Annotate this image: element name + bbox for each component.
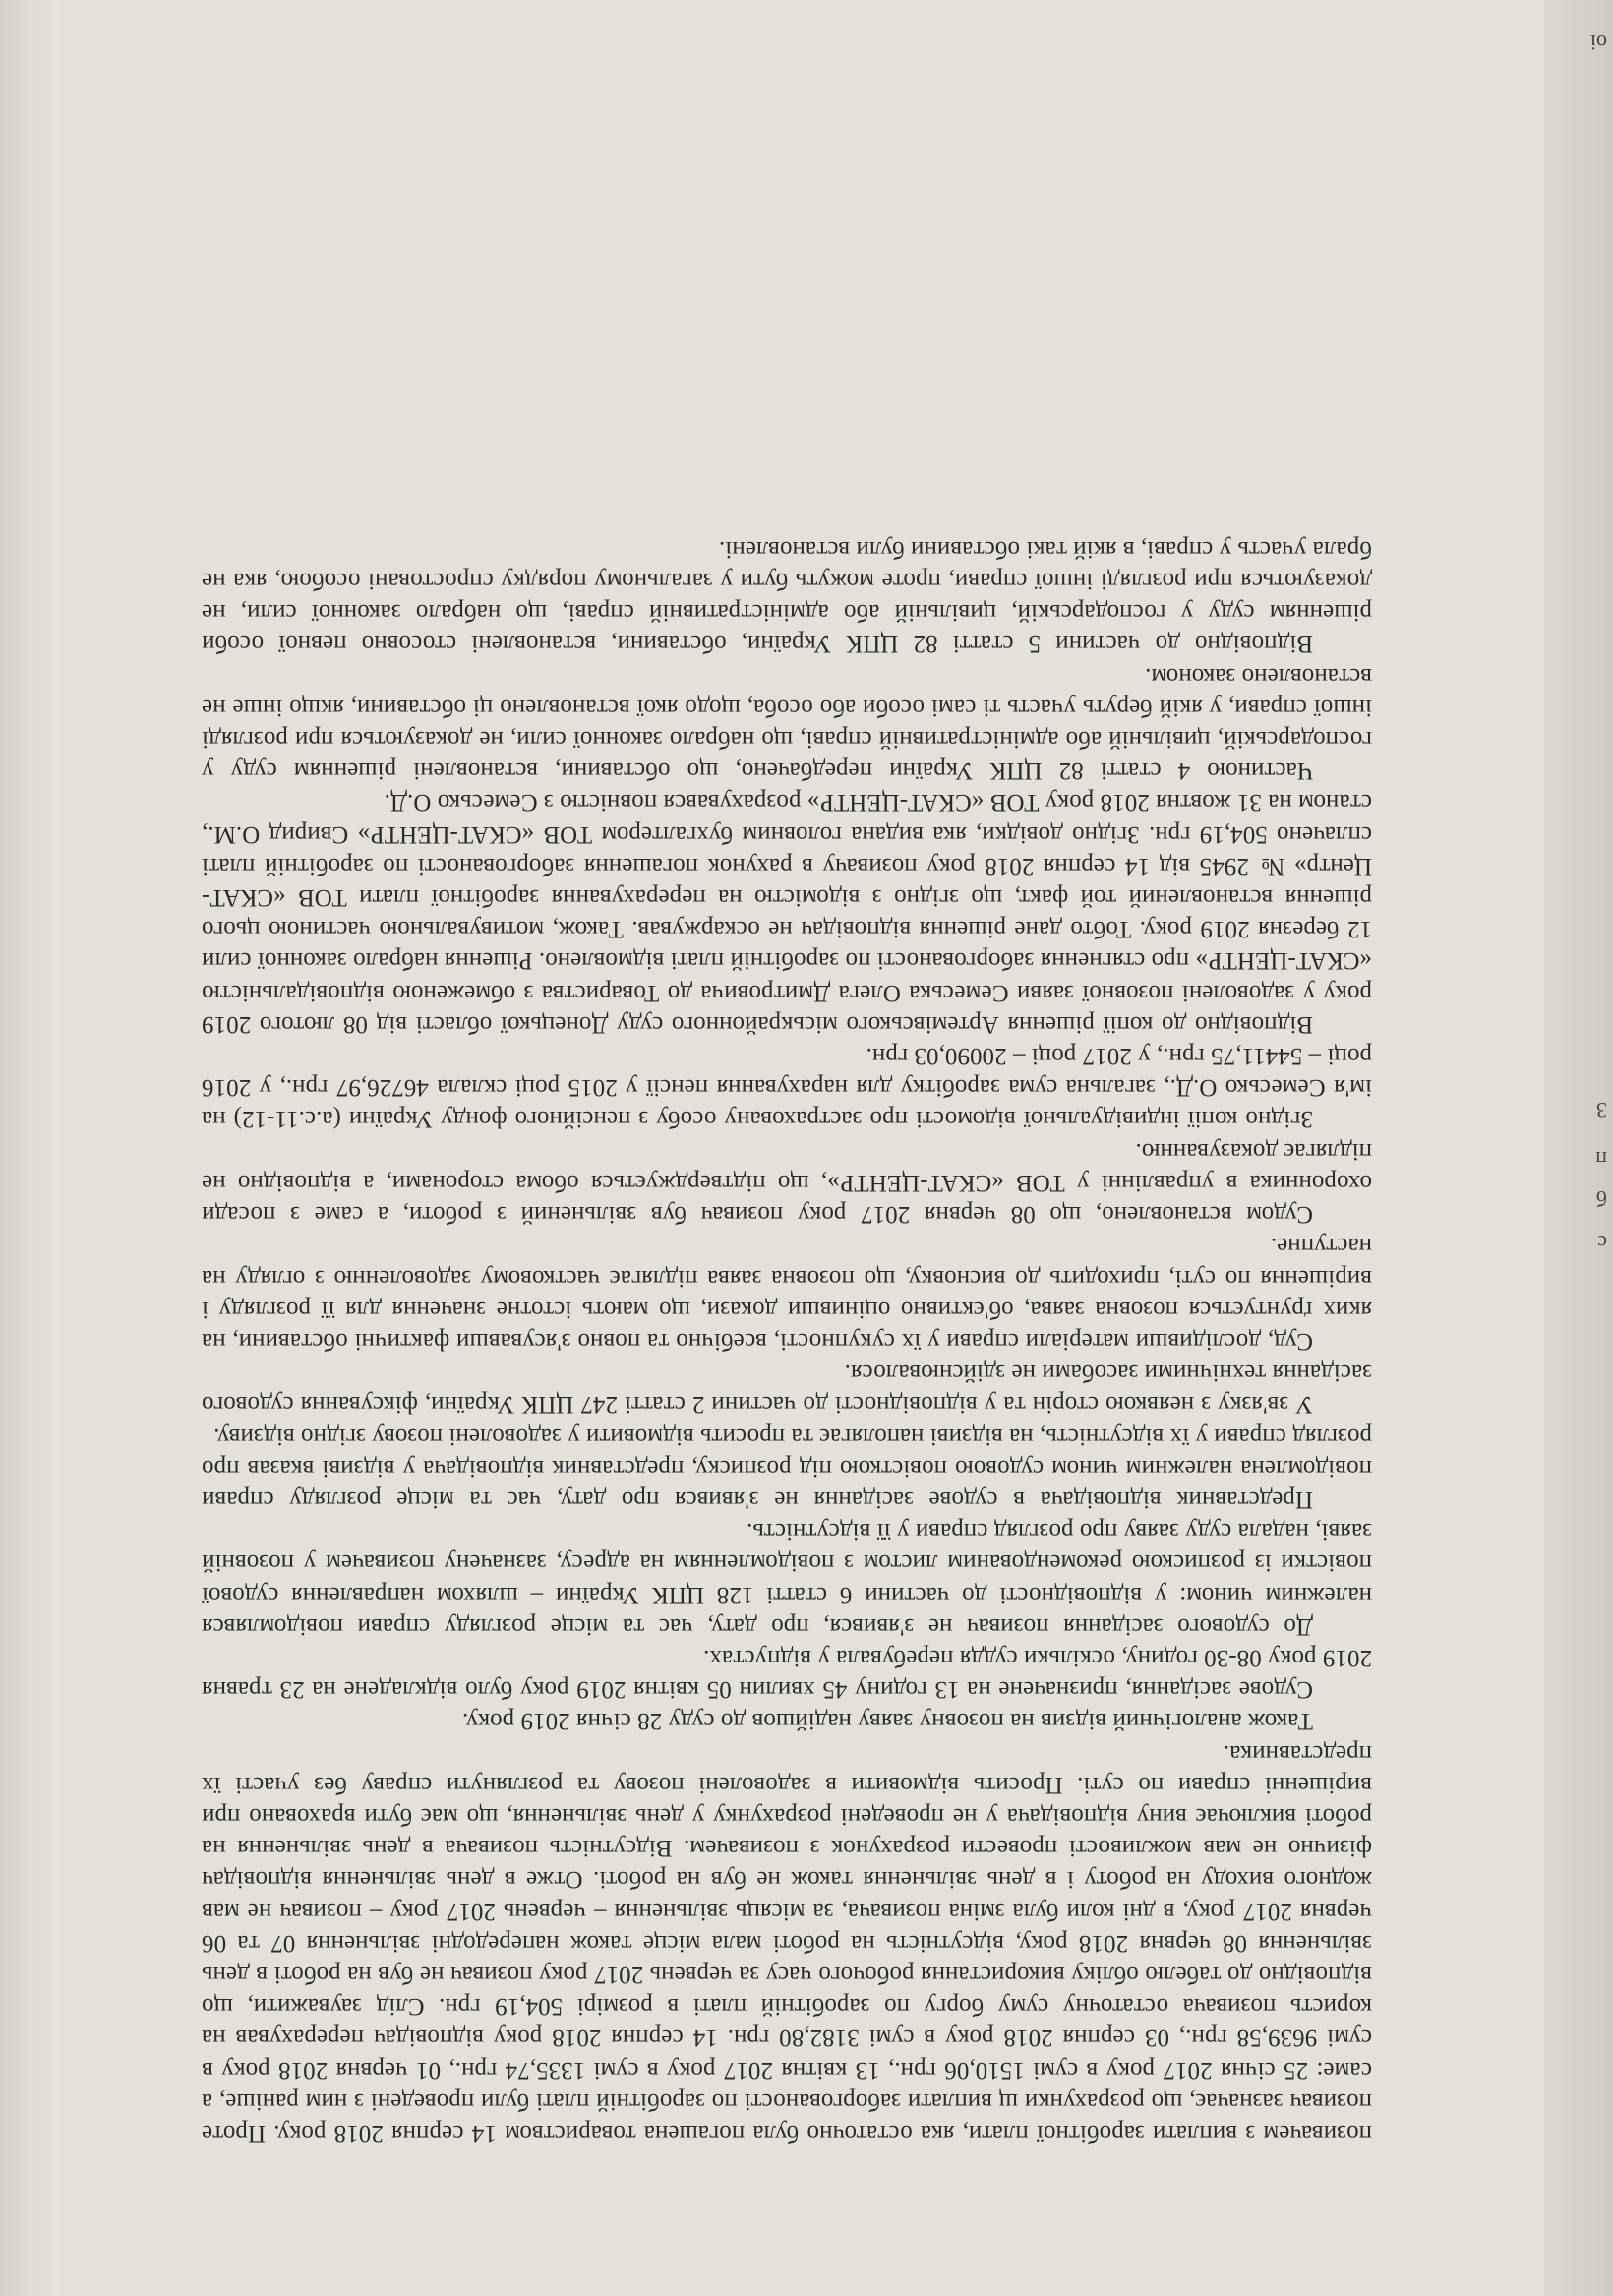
- paragraph: Згідно копії індивідуальної відомості про застраховану особу з пенсійного фонду України (а.с.11-12) на ім'я Семесько О.Д., загальна сума заробітку для нарахування пенсії у 2015 році склала 46726,97 грн., у 2016 році – 54411,75 грн., у 2017 році – 20090,03 грн.: [202, 1043, 1372, 1133]
- margin-fragment: п: [1595, 1147, 1607, 1172]
- paragraph: Частиною 4 статті 82 ЦПК України передбачено, що обставини, встановлені рішенням суду у господарській, цивільній або адміністративній справі, що набрало законної сили, не доказуються при розгляді іншої справи, у якій беруть участь ті самі особи або особа, щодо якої встановлено ці обставини, якщо інше не встановлено законом.: [202, 662, 1372, 785]
- margin-fragment: б: [1595, 1186, 1607, 1211]
- margin-fragment: 3: [1596, 1098, 1607, 1122]
- paragraph: Також аналогічний відзив на позовну заяву надійшов до суду 28 січня 2019 року.: [461, 1708, 1313, 1735]
- paragraph: Представник відповідача в судове засідання не з'явився про дату, час та місце розгляду справи повідомлена належним чином судовою повісткою під розписку, представник відповідача у відзиві вказав про розгляд справи у їх відсутність, на відзиві наполягає та просить відмовити у задоволені позову згідно відзиву.: [202, 1422, 1372, 1513]
- paragraph: Судом встановлено, що 08 червня 2017 року позивач був звільнений з роботи, а саме з посади охоронника в управлінні у ТОВ «СКАТ-ЦЕНТР», що підтверджується обома сторонами, а відповідно не підлягає доказуванню.: [202, 1137, 1372, 1229]
- paragraph: Суд, дослідивши матеріали справи у їх сукупності, всебічно та повно з'ясувавши фактичні обставини, на яких ґрунтується позовна заява, об'єктивно оцінивши докази, що мають істотне значення для її розгляду і вирішення по суті, приходить до висновку, що позовна заява підлягає частковому задоволенню з огляду на наступне.: [202, 1233, 1372, 1355]
- left-margin: [0, 0, 59, 2296]
- margin-fragment: оі: [1589, 30, 1607, 55]
- document-page: [59, 0, 1544, 2296]
- paragraph: позивачем з виплати заробітної плати, яка остаточно була погашена товариством 14 серпня 2018 року. Проте позивач зазначає, що розрахунки щ виплати заборгованості по заробітній платі були проведені з ним раніше, а саме: 25 січня 2017 року в сумі 1510,06 грн., 13 квітня 2017 року в сумі 1335,74 грн., 01 червня 2018 року в сумі 9639,58 грн., 03 серпня 2018 року в сумі 3182,80 грн. 14 серпня 2018 року відповідач перерахував на користь позивача остаточну суму боргу по заробітній платі в розмірі 504,19 грн. Слід зауважити, що відповідно до табелю обліку використання робочого часу за червень 2017 року позивач не був на роботі в день звільнення 08 червня 2018 року, відсутність на роботі мала місце також напередодні звільнення 07 та 06 червня 2017 року, в дні коли була зміна позивача, за місяць звільнення – червень 2017 року – позивач не мав жодного виходу на роботу і в день звільнення також не був на роботі. Отже в день звільнення відповідач фізично не мав можливості провести розрахунок з позивачем. Відсутність позивача в день звільнення на роботі виключає вину відповідача у не проведені розрахунку у день звільнення, що має бути враховано при вирішенні справи по суті. Просить відмовити в задоволені позову та розглянути справу без участі їх представника.: [202, 1739, 1372, 2146]
- document-body: [202, 533, 1372, 2148]
- paragraph: До судового засідання позивач не з'явився, про дату, час та місце розгляду справи повідомлявся належним чином: у відповідності до частини 6 статті 128 ЦПК України – шляхом направлення судової повістки із розпискою рекомендованим листом з повідомленням на адресу, зазначену позивачем у позовній заяві, надала суду заяву про розгляд справи у її відсутність.: [202, 1518, 1372, 1640]
- paragraph: Судове засідання, призначене на 13 годину 45 хвилин 05 квітня 2019 року було відкладене на 23 травня 2019 року 08-30 годину, оскільки суддя перебувала у відпустах.: [202, 1644, 1372, 1704]
- paragraph: У зв'язку з неявкою сторін та у відповідності до частини 2 статті 247 ЦПК України, фіксування судового засідання технічними засобами не здійснювалося.: [202, 1359, 1372, 1419]
- paragraph: Відповідно до копії рішення Артемівського міськрайонного суду Донецької області від 08 лютого 2019 року у задоволені позовної заяви Семеська Олега Дмитровича до Товариства з обмеженою відповідальністю «СКАТ-ЦЕНТР» про стягнення заборгованості по заробітній платі відмовлено. Рішення набрало законної сили 12 березня 2019 року. Тобто дане рішення відповідач не оскаржував. Також, мотивувальною частиною цього рішення встановлений той факт, що згідно з відомістю на перерахування заробітної плати ТОВ «СКАТ-Центр» № 2945 від 14 серпня 2018 року позивачу в рахунок погашення заборгованості по заробітній платі сплачено 504,19 грн. Згідно довідки, яка видана головним бухгалтером ТОВ «СКАТ-ЦЕНТР» Свирид О.М., станом на 31 жовтня 2018 року ТОВ «СКАТ-ЦЕНТР» розрахувався повністю з Семесько О.Д.: [202, 789, 1372, 1038]
- margin-fragment: с: [1597, 1231, 1607, 1255]
- paragraph: Відповідно до частини 5 статті 82 ЦПК України, обставини, встановлені стосовно певної особи рішенням суду у господарській, цивільній або адміністративній справі, що набрало законної сили, не доказуються при розгляді іншої справи, проте можуть бути у загальному порядку спростовані особою, яка не брала участь у справі, в якій такі обставини були встановлені.: [202, 535, 1372, 658]
- right-margin: [1544, 0, 1613, 2296]
